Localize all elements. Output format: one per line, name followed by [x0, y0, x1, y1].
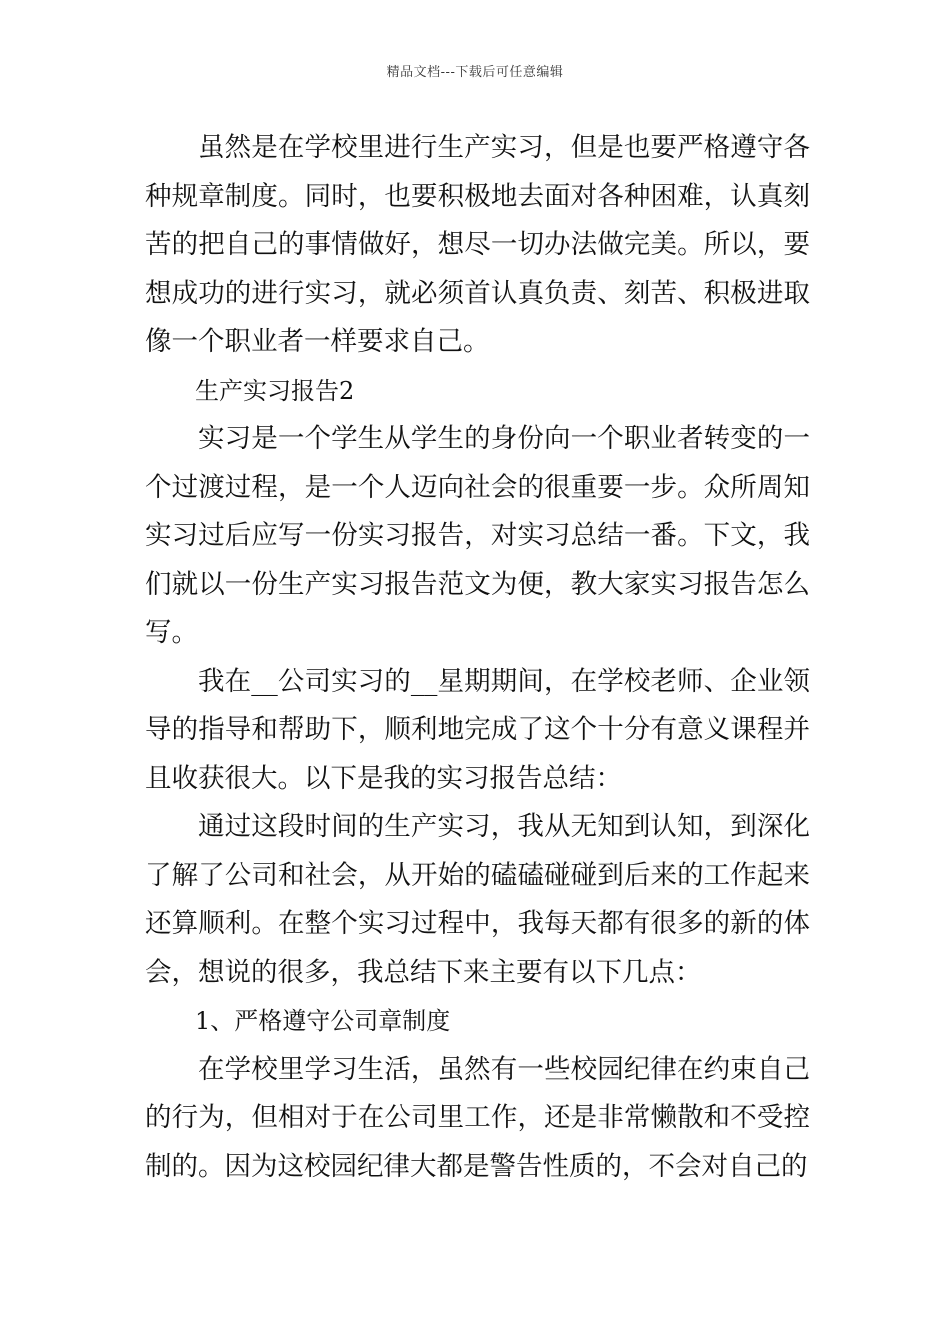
paragraph: 我在__公司实习的__星期期间，在学校老师、企业领导的指导和帮助下，顺利地完成了这个十分有意义课程并且收获很大。以下是我的实习报告总结： [145, 665, 810, 794]
page-header: 精品文档---下载后可任意编辑 [386, 65, 564, 80]
section-heading: 1、严格遵守公司章制度 [195, 1007, 451, 1035]
document-body [145, 124, 810, 1191]
paragraph: 在学校里学习生活，虽然有一些校园纪律在约束自己的行为，但相对于在公司里工作，还是非常懒散和不受控制的。因为这校园纪律大都是警告性质的，不会对自己的 [145, 1053, 810, 1182]
paragraph: 虽然是在学校里进行生产实习，但是也要严格遵守各种规章制度。同时，也要积极地去面对各种困难，认真刻苦的把自己的事情做好，想尽一切办法做完美。所以，要想成功的进行实习，就必须首认真负责、刻苦、积极进取像一个职业者一样要求自己。 [145, 132, 810, 357]
paragraph: 实习是一个学生从学生的身份向一个职业者转变的一个过渡过程，是一个人迈向社会的很重要一步。众所周知实习过后应写一份实习报告，对实习总结一番。下文，我们就以一份生产实习报告范文为便，教大家实习报告怎么写。 [145, 423, 810, 648]
paragraph: 通过这段时间的生产实习，我从无知到认知，到深化了解了公司和社会，从开始的磕磕碰碰到后来的工作起来还算顺利。在整个实习过程中，我每天都有很多的新的体会，想说的很多，我总结下来主要有以下几点： [145, 811, 810, 988]
section-heading: 生产实习报告2 [195, 376, 355, 405]
